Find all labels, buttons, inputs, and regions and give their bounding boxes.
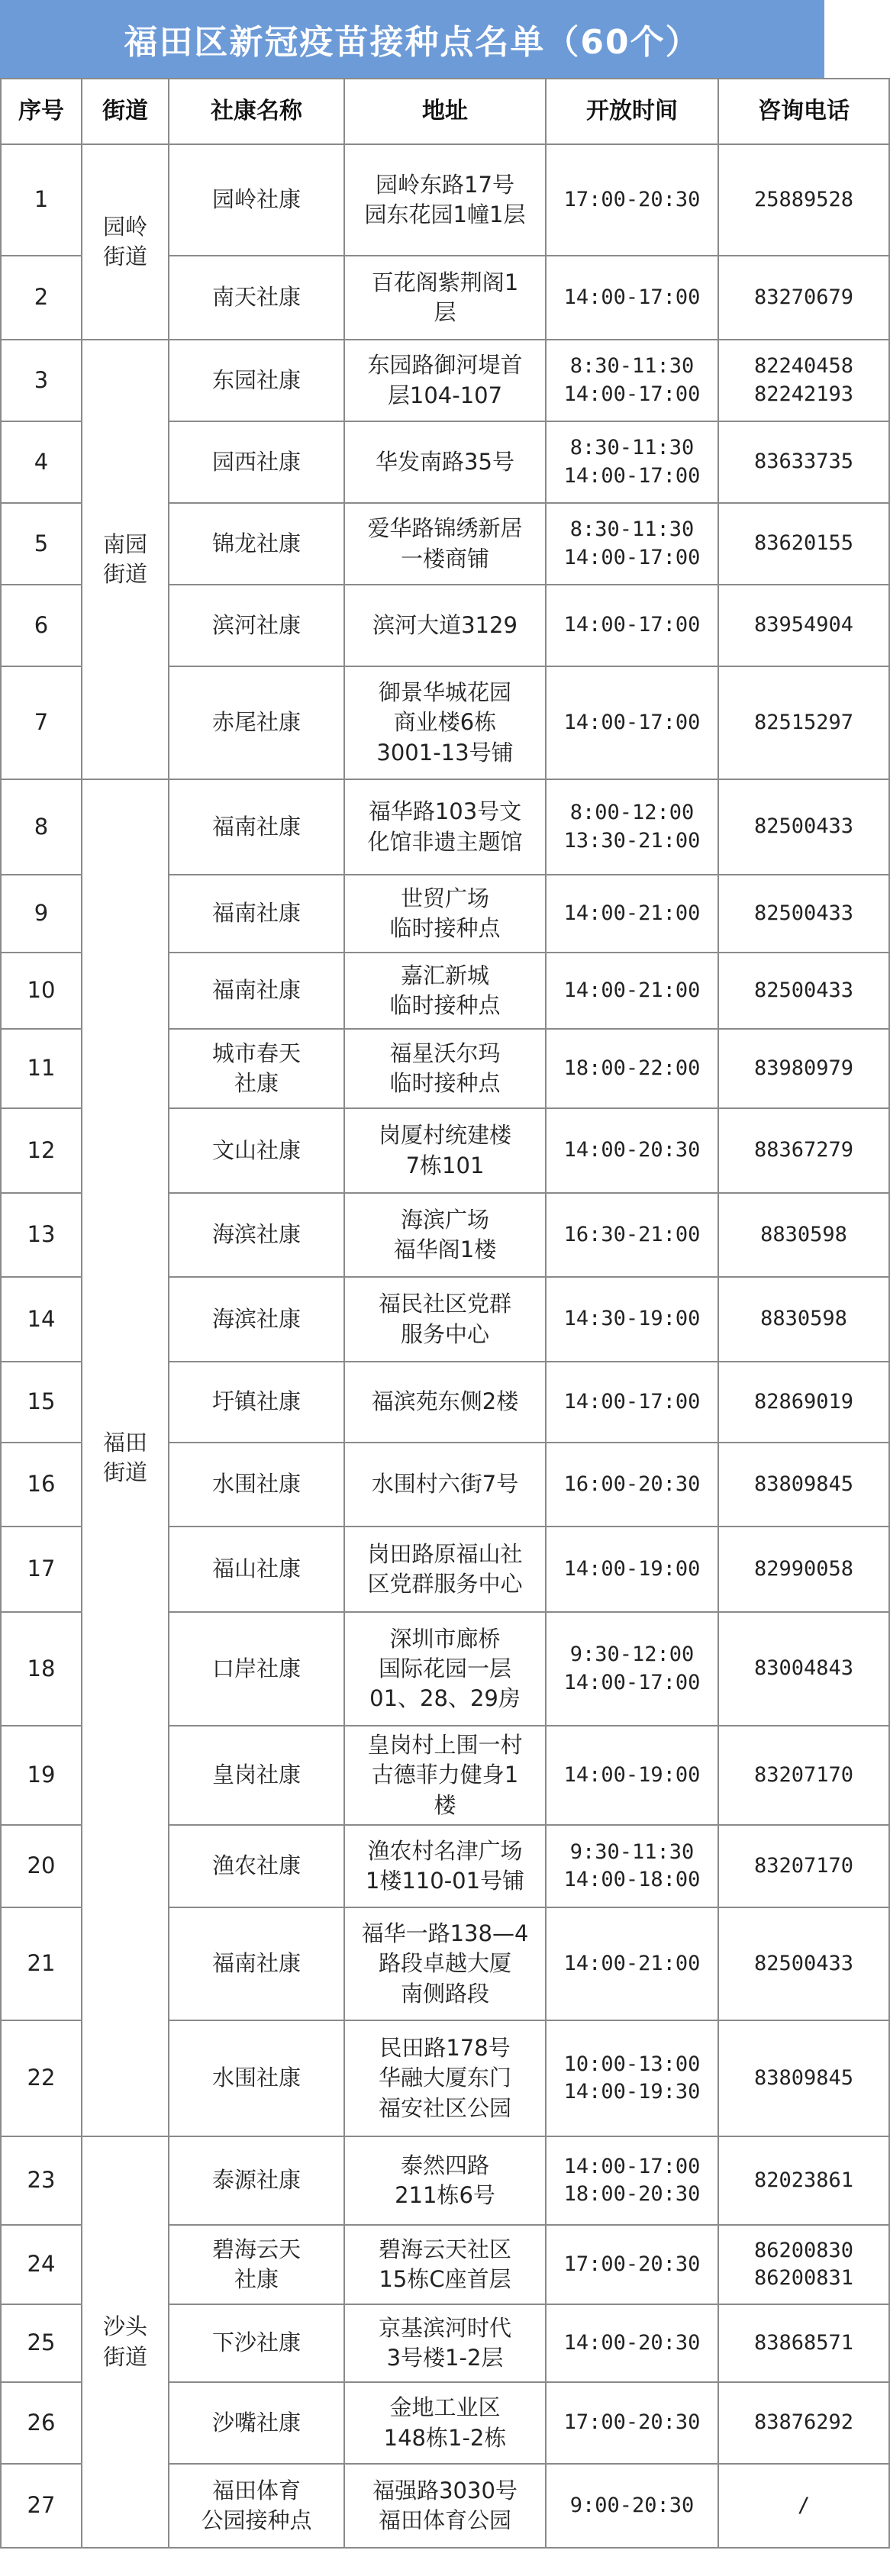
cell-open-time: 16:30-21:00: [546, 1193, 718, 1277]
cell-open-time: 8:30-11:30 14:00-17:00: [546, 421, 718, 503]
cell-clinic-name: 南天社康: [169, 256, 344, 340]
cell-number: 9: [1, 875, 82, 953]
table-row: [1, 779, 889, 875]
cell-phone: 82990058: [718, 1527, 889, 1612]
cell-clinic-name: 锦龙社康: [169, 503, 344, 585]
vaccination-sites-table: [0, 78, 890, 2549]
cell-phone: 82023861: [718, 2136, 889, 2225]
cell-phone: 8830598: [718, 1277, 889, 1362]
cell-phone: 83633735: [718, 421, 889, 503]
cell-phone: 82500433: [718, 875, 889, 953]
cell-open-time: 17:00-20:30: [546, 2382, 718, 2464]
cell-address: 爱华路锦绣新居 一楼商铺: [344, 503, 546, 585]
cell-clinic-name: 滨河社康: [169, 585, 344, 666]
cell-number: 14: [1, 1277, 82, 1362]
cell-clinic-name: 皇岗社康: [169, 1726, 344, 1825]
cell-phone: /: [718, 2464, 889, 2548]
cell-number: 3: [1, 340, 82, 421]
header-address: 地址: [344, 79, 546, 144]
cell-street: 福田 街道: [82, 779, 169, 2136]
cell-open-time: 8:30-11:30 14:00-17:00: [546, 503, 718, 585]
cell-clinic-name: 福南社康: [169, 953, 344, 1029]
cell-open-time: 14:30-19:00: [546, 1277, 718, 1362]
cell-address: 碧海云天社区 15栋C座首层: [344, 2225, 546, 2304]
cell-clinic-name: 福南社康: [169, 1907, 344, 2020]
cell-number: 10: [1, 953, 82, 1029]
cell-open-time: 16:00-20:30: [546, 1443, 718, 1527]
cell-clinic-name: 沙嘴社康: [169, 2382, 344, 2464]
cell-address: 东园路御河堤首 层104-107: [344, 340, 546, 421]
cell-open-time: 8:00-12:00 13:30-21:00: [546, 779, 718, 875]
cell-number: 2: [1, 256, 82, 340]
cell-clinic-name: 东园社康: [169, 340, 344, 421]
cell-address: 金地工业区 148栋1-2栋: [344, 2382, 546, 2464]
header-number: 序号: [1, 79, 82, 144]
cell-phone: 82500433: [718, 1907, 889, 2020]
cell-address: 水围村六街7号: [344, 1443, 546, 1527]
cell-clinic-name: 福南社康: [169, 875, 344, 953]
cell-open-time: 9:00-20:30: [546, 2464, 718, 2548]
cell-address: 海滨广场 福华阁1楼: [344, 1193, 546, 1277]
cell-number: 15: [1, 1362, 82, 1443]
cell-address: 深圳市廊桥 国际花园一层 01、28、29房: [344, 1612, 546, 1726]
cell-clinic-name: 泰源社康: [169, 2136, 344, 2225]
cell-phone: 82240458 82242193: [718, 340, 889, 421]
cell-address: 华发南路35号: [344, 421, 546, 503]
cell-address: 御景华城花园 商业楼6栋 3001-13号铺: [344, 666, 546, 779]
cell-phone: 82500433: [718, 953, 889, 1029]
cell-phone: 86200830 86200831: [718, 2225, 889, 2304]
cell-phone: 83876292: [718, 2382, 889, 2464]
cell-address: 京基滨河时代 3号楼1-2层: [344, 2304, 546, 2382]
cell-clinic-name: 水围社康: [169, 1443, 344, 1527]
cell-clinic-name: 碧海云天 社康: [169, 2225, 344, 2304]
cell-open-time: 14:00-20:30: [546, 1108, 718, 1193]
cell-phone: 83868571: [718, 2304, 889, 2382]
cell-phone: 83809845: [718, 2020, 889, 2136]
cell-open-time: 10:00-13:00 14:00-19:30: [546, 2020, 718, 2136]
cell-open-time: 14:00-17:00 18:00-20:30: [546, 2136, 718, 2225]
cell-address: 岗田路原福山社 区党群服务中心: [344, 1527, 546, 1612]
cell-address: 民田路178号 华融大厦东门 福安社区公园: [344, 2020, 546, 2136]
cell-phone: 83809845: [718, 1443, 889, 1527]
cell-number: 13: [1, 1193, 82, 1277]
cell-number: 22: [1, 2020, 82, 2136]
cell-number: 17: [1, 1527, 82, 1612]
cell-open-time: 9:30-12:00 14:00-17:00: [546, 1612, 718, 1726]
cell-open-time: 18:00-22:00: [546, 1029, 718, 1108]
table-body: [1, 144, 889, 2548]
cell-clinic-name: 福南社康: [169, 779, 344, 875]
cell-clinic-name: 赤尾社康: [169, 666, 344, 779]
cell-number: 6: [1, 585, 82, 666]
cell-number: 20: [1, 1825, 82, 1907]
cell-open-time: 14:00-17:00: [546, 585, 718, 666]
cell-clinic-name: 园西社康: [169, 421, 344, 503]
cell-number: 25: [1, 2304, 82, 2382]
cell-number: 4: [1, 421, 82, 503]
table-row: [1, 340, 889, 421]
cell-number: 1: [1, 144, 82, 256]
cell-number: 23: [1, 2136, 82, 2225]
cell-open-time: 14:00-21:00: [546, 1907, 718, 2020]
header-clinic-name: 社康名称: [169, 79, 344, 144]
cell-open-time: 14:00-19:00: [546, 1726, 718, 1825]
cell-phone: 82869019: [718, 1362, 889, 1443]
cell-clinic-name: 文山社康: [169, 1108, 344, 1193]
cell-number: 16: [1, 1443, 82, 1527]
cell-open-time: 8:30-11:30 14:00-17:00: [546, 340, 718, 421]
cell-phone: 83004843: [718, 1612, 889, 1726]
cell-number: 8: [1, 779, 82, 875]
cell-phone: 83620155: [718, 503, 889, 585]
cell-number: 27: [1, 2464, 82, 2548]
cell-address: 皇岗村上围一村 古德菲力健身1 楼: [344, 1726, 546, 1825]
cell-address: 滨河大道3129: [344, 585, 546, 666]
cell-phone: 82500433: [718, 779, 889, 875]
cell-address: 福星沃尔玛 临时接种点: [344, 1029, 546, 1108]
page-title: 福田区新冠疫苗接种点名单（60个）: [0, 0, 824, 78]
cell-open-time: 17:00-20:30: [546, 2225, 718, 2304]
cell-street: 园岭 街道: [82, 144, 169, 340]
cell-open-time: 14:00-19:00: [546, 1527, 718, 1612]
cell-clinic-name: 福田体育 公园接种点: [169, 2464, 344, 2548]
cell-open-time: 14:00-17:00: [546, 666, 718, 779]
cell-open-time: 9:30-11:30 14:00-18:00: [546, 1825, 718, 1907]
cell-open-time: 14:00-20:30: [546, 2304, 718, 2382]
cell-clinic-name: 城市春天 社康: [169, 1029, 344, 1108]
cell-street: 沙头 街道: [82, 2136, 169, 2548]
cell-address: 百花阁紫荆阁1 层: [344, 256, 546, 340]
cell-number: 24: [1, 2225, 82, 2304]
cell-clinic-name: 口岸社康: [169, 1612, 344, 1726]
cell-number: 12: [1, 1108, 82, 1193]
cell-clinic-name: 圩镇社康: [169, 1362, 344, 1443]
cell-phone: 83980979: [718, 1029, 889, 1108]
cell-phone: 83954904: [718, 585, 889, 666]
cell-address: 园岭东路17号 园东花园1幢1层: [344, 144, 546, 256]
table-header-row: [1, 79, 889, 144]
cell-address: 福强路3030号 福田体育公园: [344, 2464, 546, 2548]
cell-address: 世贸广场 临时接种点: [344, 875, 546, 953]
cell-open-time: 14:00-17:00: [546, 1362, 718, 1443]
table-row: [1, 2136, 889, 2225]
cell-clinic-name: 下沙社康: [169, 2304, 344, 2382]
cell-address: 渔农村名津广场 1楼110-01号铺: [344, 1825, 546, 1907]
cell-phone: 83270679: [718, 256, 889, 340]
cell-clinic-name: 海滨社康: [169, 1193, 344, 1277]
cell-number: 21: [1, 1907, 82, 2020]
cell-number: 19: [1, 1726, 82, 1825]
header-street: 街道: [82, 79, 169, 144]
cell-street: 南园 街道: [82, 340, 169, 779]
cell-phone: 8830598: [718, 1193, 889, 1277]
cell-phone: 88367279: [718, 1108, 889, 1193]
cell-open-time: 14:00-21:00: [546, 875, 718, 953]
cell-phone: 82515297: [718, 666, 889, 779]
cell-number: 7: [1, 666, 82, 779]
cell-clinic-name: 海滨社康: [169, 1277, 344, 1362]
cell-address: 福华一路138—4 路段卓越大厦 南侧路段: [344, 1907, 546, 2020]
cell-phone: 25889528: [718, 144, 889, 256]
cell-number: 26: [1, 2382, 82, 2464]
header-open-time: 开放时间: [546, 79, 718, 144]
table-row: [1, 144, 889, 256]
cell-address: 嘉汇新城 临时接种点: [344, 953, 546, 1029]
cell-clinic-name: 福山社康: [169, 1527, 344, 1612]
cell-address: 泰然四路 211栋6号: [344, 2136, 546, 2225]
cell-address: 福滨苑东侧2楼: [344, 1362, 546, 1443]
cell-clinic-name: 园岭社康: [169, 144, 344, 256]
cell-phone: 83207170: [718, 1726, 889, 1825]
cell-address: 福华路103号文 化馆非遗主题馆: [344, 779, 546, 875]
header-phone: 咨询电话: [718, 79, 889, 144]
cell-number: 11: [1, 1029, 82, 1108]
cell-address: 岗厦村统建楼 7栋101: [344, 1108, 546, 1193]
cell-open-time: 14:00-21:00: [546, 953, 718, 1029]
cell-open-time: 14:00-17:00: [546, 256, 718, 340]
cell-phone: 83207170: [718, 1825, 889, 1907]
cell-number: 18: [1, 1612, 82, 1726]
cell-clinic-name: 水围社康: [169, 2020, 344, 2136]
cell-number: 5: [1, 503, 82, 585]
cell-address: 福民社区党群 服务中心: [344, 1277, 546, 1362]
cell-open-time: 17:00-20:30: [546, 144, 718, 256]
cell-clinic-name: 渔农社康: [169, 1825, 344, 1907]
